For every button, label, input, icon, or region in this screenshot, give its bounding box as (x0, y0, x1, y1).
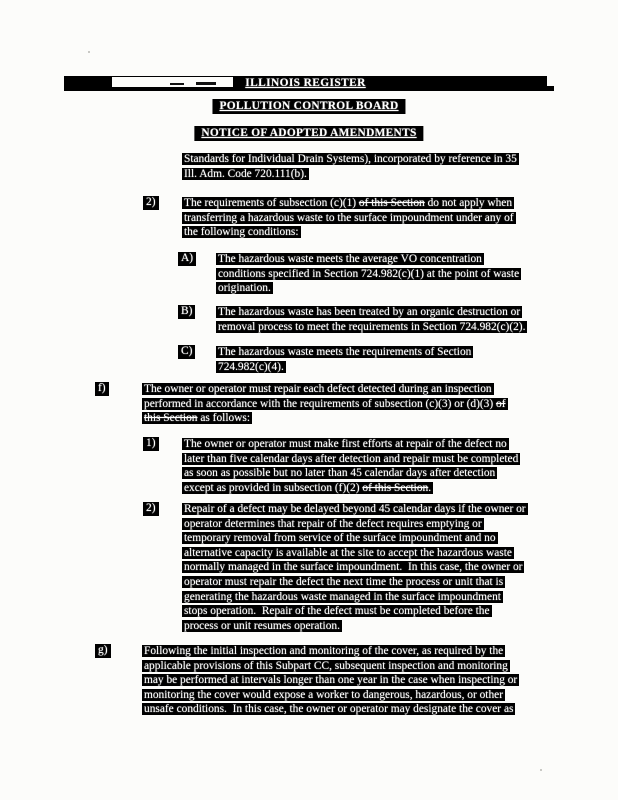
highlighted-text (216, 282, 273, 294)
text-segment: Ill. Adm. Code 720.111(b). (184, 167, 307, 180)
list-item-g (98, 644, 519, 717)
text-line (142, 673, 519, 688)
page-header-bar (64, 76, 547, 91)
text-segment: as soon as possible but no later than 45 calendar days after detection (184, 467, 496, 480)
highlighted-text (182, 197, 514, 209)
register-title: ILLINOIS REGISTER (245, 77, 366, 89)
highlighted-text (142, 383, 494, 395)
text-segment: The hazardous waste has been treated by an organic destruction or (218, 306, 521, 318)
text-line (142, 702, 519, 717)
text-line (182, 196, 516, 211)
item-label: B) (178, 305, 195, 319)
highlighted-text (182, 547, 514, 559)
highlighted-text (182, 482, 433, 494)
highlighted-text (182, 467, 497, 479)
paragraph (182, 152, 519, 181)
text-segment: The requirements of subsection (c)(1) (184, 197, 359, 209)
text-segment: operator determines that repair of the defect requires emptying or (184, 517, 482, 530)
highlighted-text (142, 703, 515, 715)
highlighted-text (182, 518, 484, 530)
highlighted-text (216, 268, 521, 280)
text-line (142, 659, 519, 674)
notice-title: NOTICE OF ADOPTED AMENDMENTS (194, 126, 423, 141)
text-segment: removal process to meet the requirements in Section 724.982(c)(2). (218, 320, 526, 333)
text-segment: The owner or operator must repair each defect detected during an inspection (144, 383, 492, 395)
list-item-A (181, 252, 521, 296)
struck-text-segment: of this Section (358, 197, 425, 209)
text-segment: The hazardous waste meets the requirements of Section (218, 346, 472, 358)
text-segment: origination. (218, 282, 271, 295)
text-segment: applicable provisions of this Subpart CC, subsequent inspection and monitoring (144, 659, 508, 672)
highlighted-text (182, 561, 524, 573)
list-item-1 (146, 437, 520, 495)
text-segment: generating the hazardous waste managed in the surface impoundment (184, 590, 501, 603)
text-line (142, 688, 519, 703)
highlighted-text (182, 532, 498, 544)
text-line (216, 345, 473, 360)
text-segment: Standards for Individual Drain Systems), incorporated by reference in 35 (184, 153, 517, 165)
highlighted-text (182, 153, 519, 165)
highlighted-text (182, 212, 516, 224)
highlighted-text (182, 620, 342, 632)
text-segment: normally managed in the surface impoundment. In this case, the owner or (184, 561, 523, 574)
highlighted-text (182, 605, 492, 617)
board-title: POLLUTION CONTROL BOARD (212, 99, 405, 114)
text-segment: 724.982(c)(4). (218, 360, 284, 373)
item-label: 1) (143, 437, 159, 451)
highlighted-text (216, 346, 473, 358)
item-label: g) (95, 644, 111, 658)
highlighted-text (142, 674, 519, 686)
text-line (216, 305, 527, 320)
text-segment: stops operation. Repair of the defect must be completed before the (184, 605, 490, 618)
highlighted-text (182, 576, 505, 588)
highlighted-text (142, 645, 505, 657)
text-segment: monitoring the cover would expose a worker to dangerous, hazardous, or other (144, 688, 504, 701)
list-item-f (98, 382, 508, 426)
text-line (182, 575, 528, 590)
highlighted-text (142, 398, 508, 410)
text-line (182, 225, 516, 240)
text-segment: transferring a hazardous waste to the surface impoundment under any of (184, 211, 514, 224)
text-line (182, 604, 528, 619)
item-label: f) (95, 382, 109, 396)
list-item-2 (146, 502, 528, 633)
highlighted-text (182, 226, 301, 238)
text-line (182, 466, 520, 481)
text-segment: except as provided in subsection (f)(2) (184, 481, 363, 494)
text-line (216, 267, 521, 282)
struck-text-segment: this Section (144, 412, 198, 425)
text-line (182, 546, 528, 561)
text-line (182, 211, 516, 226)
text-line (182, 619, 528, 634)
text-line (216, 320, 527, 335)
highlighted-text (216, 361, 286, 373)
list-item-C (181, 345, 473, 374)
text-segment: as follows: (197, 412, 251, 425)
item-label: A) (178, 252, 196, 266)
scan-speck (88, 51, 90, 53)
item-label: 2) (143, 502, 159, 516)
text-line (216, 281, 521, 296)
text-segment: the following conditions: (184, 226, 299, 239)
text-segment: temporary removal from service of the surface impoundment and no (184, 532, 496, 545)
text-segment: Following the initial inspection and monitoring of the cover, as required by the (144, 645, 504, 657)
text-line (182, 531, 528, 546)
struck-text-segment: of (496, 397, 506, 410)
text-segment: The hazardous waste meets the average VO concentration (218, 253, 482, 265)
highlighted-text (216, 253, 484, 265)
text-line (182, 452, 520, 467)
text-segment: may be performed at intervals longer than one year in the case when inspecting or (144, 674, 518, 687)
text-line (182, 502, 528, 517)
text-segment: Repair of a defect may be delayed beyond 45 calendar days if the owner or (184, 503, 526, 515)
text-line (182, 517, 528, 532)
text-segment: operator must repair the defect the next time the process or unit that is (184, 575, 504, 588)
text-segment: conditions specified in Section 724.982(c)(1) at the point of waste (218, 267, 520, 280)
highlighted-text (182, 168, 309, 180)
highlighted-text (142, 689, 505, 701)
list-item-B (181, 305, 527, 334)
list-item-2 (146, 196, 516, 240)
text-line (142, 397, 508, 412)
highlighted-text (182, 503, 528, 515)
text-line (182, 560, 528, 575)
text-line (142, 411, 508, 426)
highlighted-text (142, 412, 252, 424)
text-segment: later than five calendar days after detection and repair must be completed (184, 452, 519, 465)
text-line (216, 252, 521, 267)
text-segment: unsafe conditions. In this case, the owner or operator may designate the cover as (144, 703, 514, 716)
highlighted-text (182, 438, 509, 450)
struck-text-segment: of this Section (362, 481, 429, 494)
text-segment: do not apply when (424, 197, 513, 209)
item-label: 2) (143, 196, 159, 210)
highlighted-text (182, 453, 520, 465)
text-segment: alternative capacity is available at the site to accept the hazardous waste (184, 546, 512, 559)
text-segment: . (428, 481, 432, 494)
text-line (142, 644, 519, 659)
text-line (182, 167, 519, 182)
header-bar-nub (547, 86, 554, 91)
text-line (216, 360, 473, 375)
text-line (182, 152, 519, 167)
text-line (182, 481, 520, 496)
scan-speck (540, 769, 542, 771)
text-line (182, 437, 520, 452)
item-label: C) (178, 345, 195, 359)
highlighted-text (142, 660, 510, 672)
text-segment: The owner or operator must make first efforts at repair of the defect no (184, 438, 507, 450)
highlighted-text (182, 591, 503, 603)
text-line (142, 382, 508, 397)
highlighted-text (216, 321, 527, 333)
highlighted-text (216, 306, 522, 318)
text-segment: process or unit resumes operation. (184, 619, 340, 632)
text-line (182, 590, 528, 605)
text-segment: performed in accordance with the requirements of subsection (c)(3) or (d)(3) (144, 397, 497, 410)
